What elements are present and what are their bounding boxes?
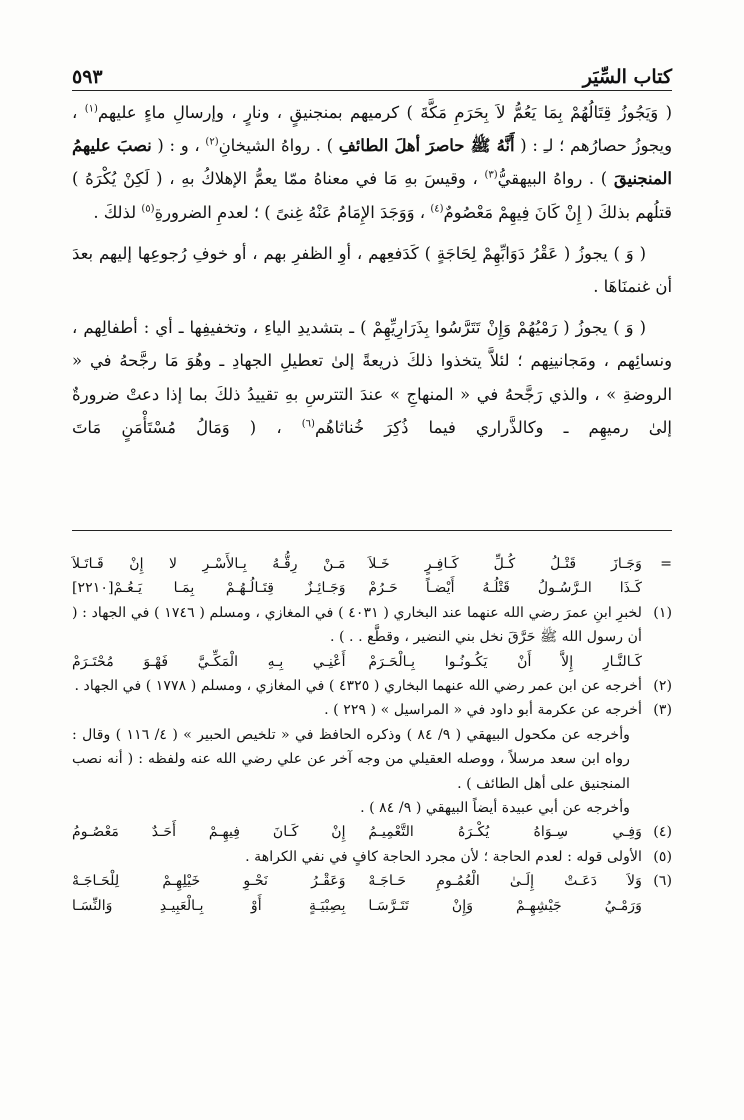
hadith-quote-manjaniq: نصبَ عليهمُ المنجنيقَ [72, 136, 672, 189]
hadith-quote-taif: أَنَّهُ ﷺ حاصرَ أهلَ الطائفِ [338, 136, 515, 156]
main-text [72, 96, 672, 452]
poem-verse: وَرَمْـيُ جَيْشِهِـمْ وَإِنْ تَتَـرَّسَـا بِصِبْيَـةٍ أَوْ بِـالْعَبِيـدِ وَالنِّسَـا [72, 897, 642, 914]
footnote-ref-6: (٦) [301, 418, 315, 430]
poem-verse: وَلاَ دَعَـتْ إِلَـىٰ الْعُمُـومِ حَـاجَـهْ وَعَقْـرُ نَحْـوِ خَيْلِهِـمْ لِلْحَـاجَـهْ [72, 873, 642, 890]
running-title: كتاب السِّيَر [582, 66, 672, 88]
footnote-ref-1: (١) [84, 103, 98, 115]
footnote-number: (٥) [653, 848, 672, 865]
footnote-5: (٥) الأولى قوله : لعدم الحاجة ؛ لأن مجرد الحاجة كافٍ في نفي الكراهة . [72, 845, 672, 869]
footnote-number: (٦) [653, 873, 672, 890]
footnote-4 [72, 820, 672, 844]
footnotes [72, 552, 672, 918]
paragraph-3: ( وَ ) يجوزُ ( رَمْيُهُمْ وَإِنْ تَتَرَّسُوا بِذَرَارِيِّهِمْ ) ـ بتشديدِ الياءِ ، وتخفيفِها ـ أي : أطفالِهم ، ونسائِهم ، ومَجانينِهم ؛ لئلاَّ يتخذوا ذلكَ ذريعةً إلىٰ تعطيلِ الجهادِ ـ وهُوَ مَا رجَّحهُ في « الروضةِ » ، والذي رَجَّحهُ في « المنهاجِ » عندَ التترسِ بهِ تقييدُ ذلكَ بما إذا دعتْ ضرورةٌ إلىٰ رميهِم ـ وكالذَّراري فيما ذُكِرَ خُناثاهُم$^{(٦)}$ ، ( وَمَالُ مُسْتَأْمَنٍ مَاتَ [72, 318, 672, 437]
footnote-ref-2: (٢) [205, 136, 219, 148]
poem-verse: كَـذَا الـرَّسُـولُ قَتْلُـهُ أَيْضـاً حَـرُمْ وَجَـائِـزٌ قِتَـالُـهُـمْ بِمَـا يَـعُـمْ[٢٢١٠] [72, 580, 642, 597]
footnote-6 [72, 869, 672, 918]
poem-verse: وَجَـازَ قَتْـلُ كُـلِّ كَـافِـرٍ خَـلاَ مَـنْ رِقُّـهُ بِـالأَسْـرِ لا إِنْ قَـاتَـلاَ [72, 556, 642, 572]
footnote-number: (١) [653, 604, 672, 621]
paragraph-2: ( وَ ) يجوزُ ( عَقْرُ دَوَابِّهِمْ لِحَاجَةٍ ) كَدَفعِهم ، أوِ الظفرِ بهم ، أو خوفِ رُجوعِها إليهم بعدَ أن غنمنَاهَا . [72, 243, 672, 297]
footnote-continuation [72, 552, 672, 601]
footnote-ref-5: (٥) [141, 203, 155, 215]
footnote-ref-3: (٣) [484, 169, 498, 181]
header-divider [72, 90, 672, 91]
poem-verse: وَفِـي سِـوَاهُ يُكْـرَهُ التَّعْمِيـمُ إِنْ كَـانَ فِيهِـمْ أَحَـدٌ مَعْصُـومُ [72, 824, 642, 841]
footnote-number: (٤) [653, 824, 672, 841]
footnote-ref-4: (٤) [430, 203, 444, 215]
page-number: ٥٩٣ [72, 66, 103, 88]
footnote-number: (٢) [653, 678, 672, 695]
footnote-1: (١) لخبرِ ابنِ عمرَ رضي الله عنهما عند البخاري ( ٤٠٣١ ) في المغازي ، ومسلم ( ١٧٤٦ ) في الجهاد : ( أن رسول الله ﷺ حَرَّقَ نخل بني النضير ، وقطَّع . . ) . كَـالنَّـارِ إِلاَّ أَنْ يَكُـونُـوا بِـالْحَـرَمْ أَعْنِـي بِـهِ الْمَكِّـيَّ فَهْـوَ مُحْتَـرَمْ [72, 601, 672, 674]
footnote-3: (٣) أخرجه عن عكرمة أبو داود في « المراسيل » ( ٢٢٩ ) . وأخرجه عن مكحول البيهقي ( ٩/ ٨٤ ) وذكره الحافظ في « تلخيص الحبير » ( ٤/ ١١٦ ) وقال : رواه ابن سعد مرسلاً ، ووصله العقيلي من وجه آخر عن علي رضي الله عنه ولفظه : ( أنه نصب المنجنيق على أهل الطائف ) . وأخرجه عن أبي عبيدة أيضاً البيهقي ( ٩/ ٨٤ ) . [72, 698, 672, 820]
poem-verse: كَـالنَّـارِ إِلاَّ أَنْ يَكُـونُـوا بِـالْحَـرَمْ أَعْنِـي بِـهِ الْمَكِّـيَّ فَهْـوَ مُحْتَـرَمْ [72, 653, 642, 670]
continuation-marker: = [660, 556, 672, 572]
paragraph-1: ( وَيَجُوزُ قِتَالُهُمْ بِمَا يَعُمُّ لاَ بِحَرَمِ مَكَّةَ ) كرميهم بمنجنيقٍ ، ونارٍ ، وإرسالِ ماءٍ عليهم$^{(١)}$ ، ويجوزُ حصارُهم ؛ لـِ : ( أَنَّهُ ﷺ حاصرَ أهلَ الطائفِ ) . رواهُ الشيخانِ$^{(٢)}$ ، و : ( نصبَ عليهمُ المنجنيقَ ) . رواهُ البيهقيُّ$^{(٣)}$ ، وقيسَ بهِ مَا في معناهُ ممّا يعمُّ الإهلاكُ بهِ ، ( لَكِنْ يُكْرَهُ ) قتلُهم بذلكَ ( إِنْ كَانَ فِيهِمْ مَعْصُومٌ$^{(٤)}$ ، وَوَجَدَ الإِمَامُ عَنْهُ غِنىً ) ؛ لعدمِ الضرورةِ$^{(٥)}$ لذلكَ . [72, 103, 672, 222]
page-header [72, 56, 672, 88]
footnote-number: (٣) [653, 702, 672, 719]
footnote-2: (٢) أخرجه عن ابن عمر رضي الله عنهما البخاري ( ٤٣٢٥ ) في المغازي ، ومسلم ( ١٧٧٨ ) في الجهاد . [72, 674, 672, 698]
footnote-divider [72, 530, 672, 531]
